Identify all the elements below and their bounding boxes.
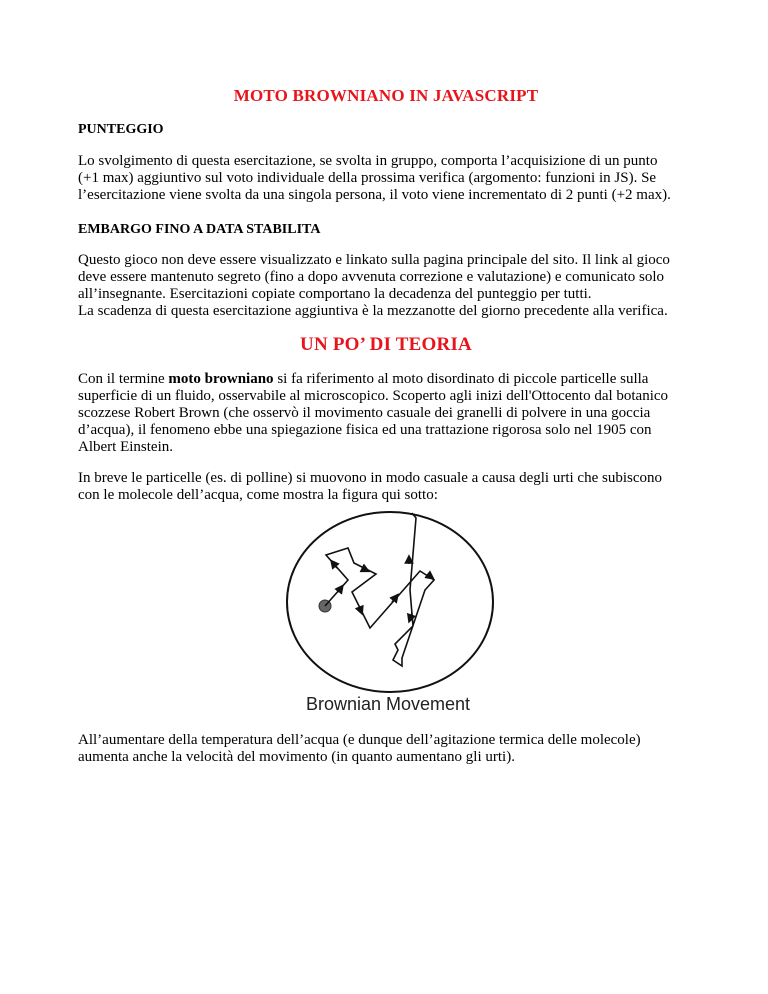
text-run: Con il termine xyxy=(78,371,169,387)
text-line xyxy=(78,371,694,388)
path-arrows xyxy=(333,559,431,619)
text-line: La scadenza di questa esercitazione aggiuntiva è la mezzanotte del giorno precedente alla verifica. xyxy=(78,303,668,319)
section-title-teoria: UN PO’ DI TEORIA xyxy=(300,334,472,355)
paragraph-teoria-2 xyxy=(78,470,694,504)
particle-path xyxy=(325,513,434,666)
text-line: con le molecole dell’acqua, come mostra la figura qui sotto: xyxy=(78,487,438,503)
text-line: Albert Einstein. xyxy=(78,439,173,455)
text-line: d’acqua), il fenomeno ebbe una spiegazione fisica ed una trattazione rigorosa solo nel 1905 con xyxy=(78,422,652,438)
bold-term: moto browniano xyxy=(168,371,274,387)
paragraph-teoria-3 xyxy=(78,732,694,766)
text-line: scozzese Robert Brown (che osservò il movimento casuale dei granelli di polvere in una goccia xyxy=(78,405,651,421)
text-line: Questo gioco non deve essere visualizzato e linkato sulla pagina principale del sito. Il link al gioco xyxy=(78,252,670,268)
heading-embargo: EMBARGO FINO A DATA STABILITA xyxy=(78,222,321,237)
text-line: In breve le particelle (es. di polline) si muovono in modo casuale a causa degli urti che subiscono xyxy=(78,470,662,486)
text-line: deve essere mantenuto segreto (fino a dopo avvenuta correzione e valutazione) e comunicato solo xyxy=(78,269,665,285)
arrow-mark xyxy=(333,563,337,568)
fluid-circle xyxy=(287,512,493,692)
brownian-figure xyxy=(278,508,498,720)
text-line: l’esercitazione viene svolta da una singola persona, il voto viene incrementato di 2 punti (+2 max). xyxy=(78,187,671,203)
brownian-diagram xyxy=(278,508,498,693)
text-run: si fa riferimento al moto disordinato di piccole particelle sulla xyxy=(273,371,649,387)
text-line: All’aumentare della temperatura dell’acqua (e dunque dell’agitazione termica delle molecole) xyxy=(78,732,641,748)
arrow-mark xyxy=(359,606,361,611)
text-line: superficie di un fluido, osservabile al microscopico. Scoperto agli inizi dell'Ottocento dal botanico xyxy=(78,388,669,404)
page-title: MOTO BROWNIANO IN JAVASCRIPT xyxy=(233,86,539,105)
figure-caption: Brownian Movement xyxy=(305,694,471,714)
paragraph-embargo xyxy=(78,252,694,320)
heading-punteggio: PUNTEGGIO xyxy=(78,122,164,137)
text-line: all’insegnante. Esercitazioni copiate comportano la decadenza del punteggio per tutti. xyxy=(78,286,592,302)
text-line: aumenta anche la velocità del movimento (in quanto aumentano gli urti). xyxy=(78,749,515,765)
text-line: Lo svolgimento di questa esercitazione, se svolta in gruppo, comporta l’acquisizione di un punto xyxy=(78,153,658,169)
paragraph-punteggio xyxy=(78,153,694,204)
text-line: (+1 max) aggiuntivo sul voto individuale della prossima verifica (argomento: funzioni in JS). Se xyxy=(78,170,657,186)
paragraph-teoria-1 xyxy=(78,371,694,456)
